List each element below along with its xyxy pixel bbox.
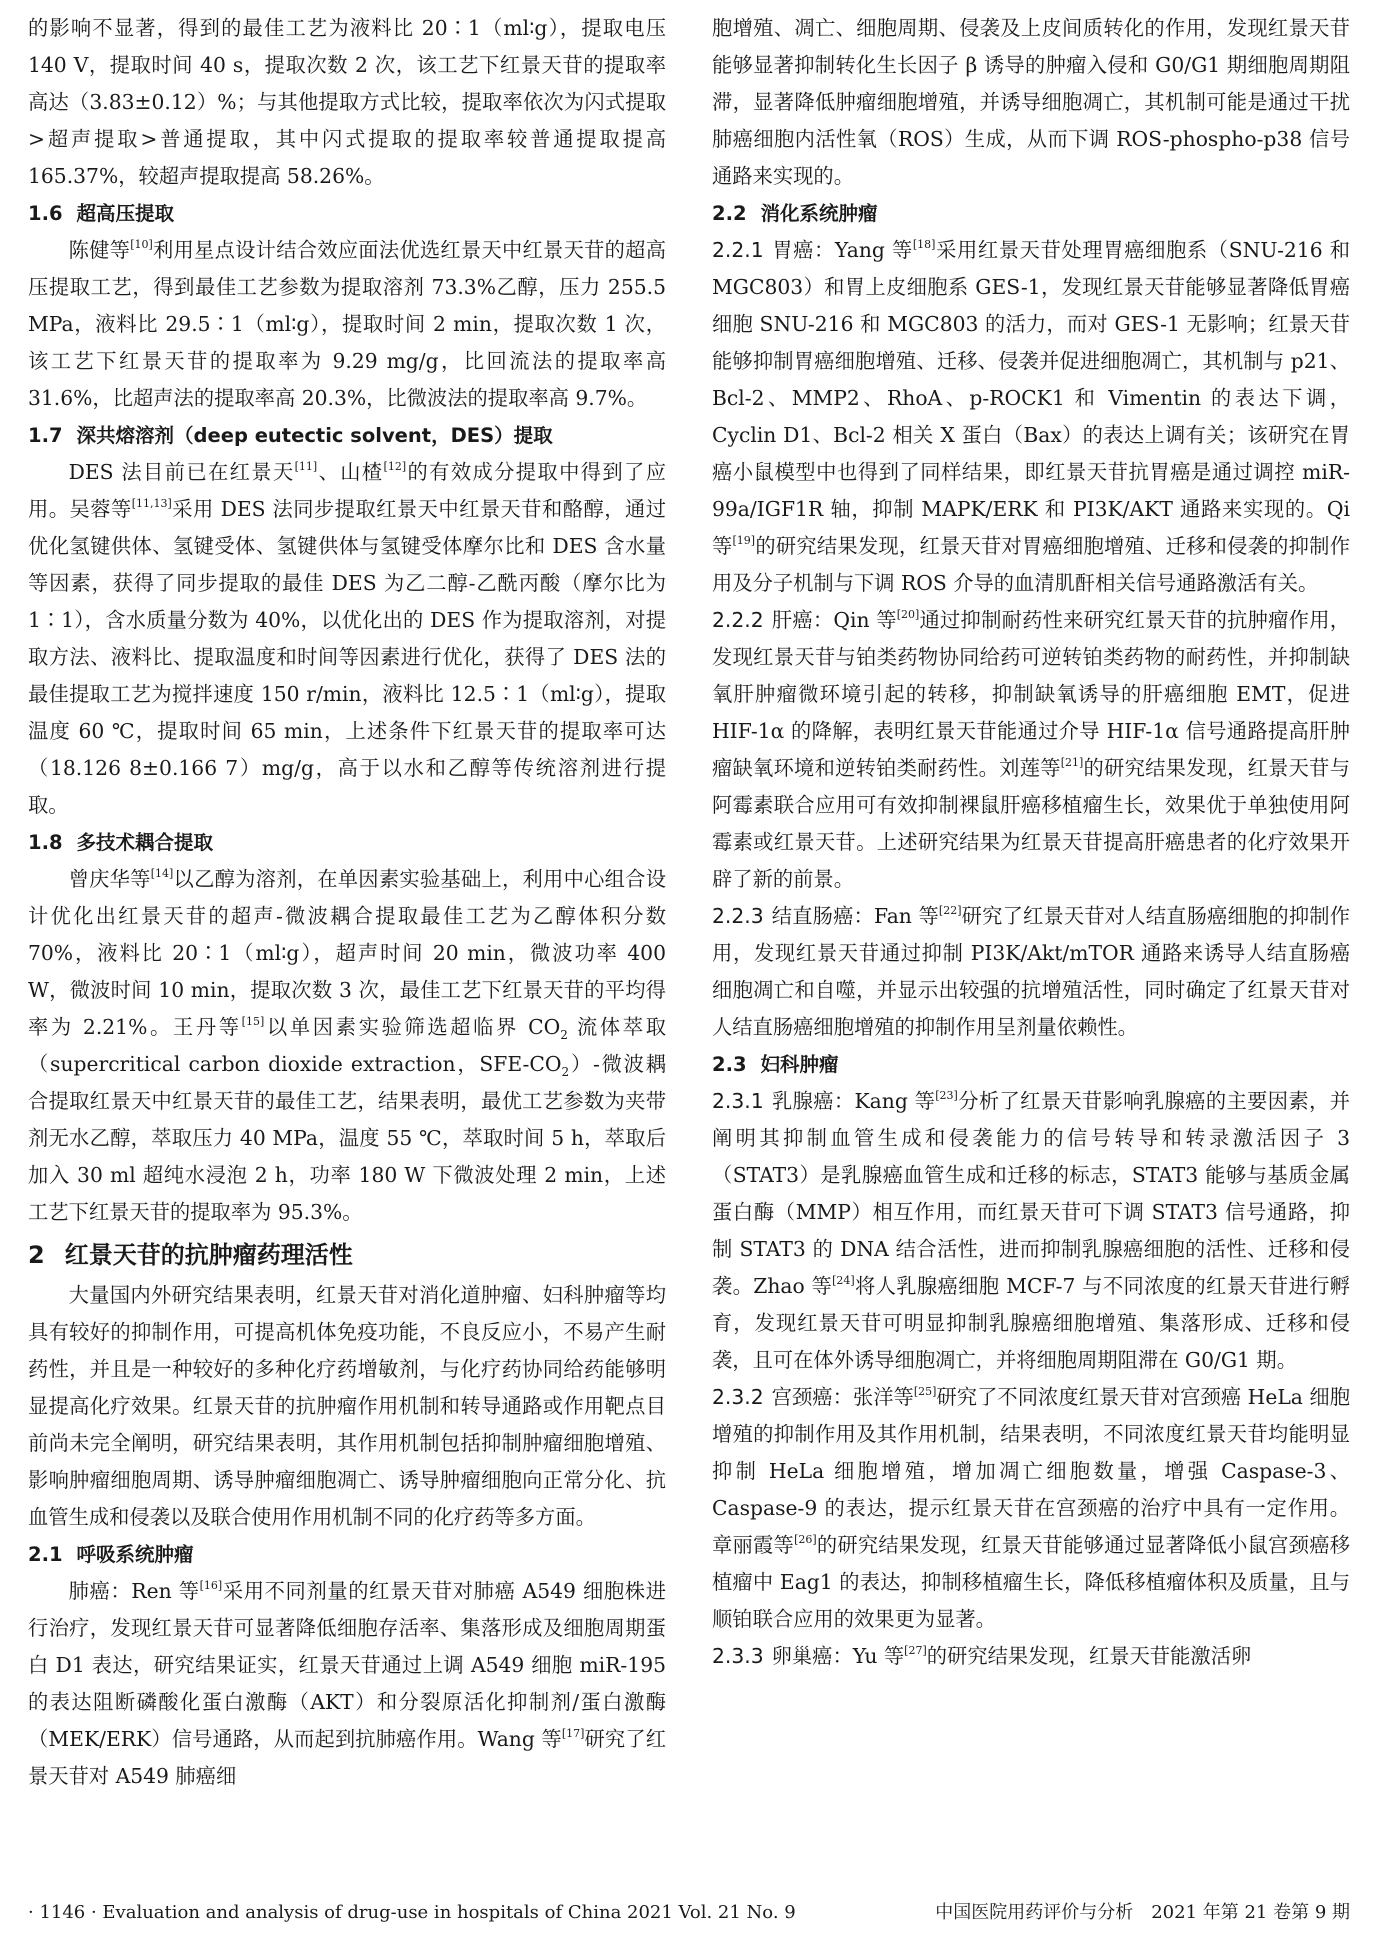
citation: [27] — [904, 1644, 927, 1657]
text-run: 宫颈癌：张洋等 — [771, 1385, 914, 1409]
section-number: 2.3 — [712, 1053, 747, 1076]
text-run: 通过抑制耐药性来研究红景天苷的抗肿瘤作用，发现红景天苷与铂类药物协同给药可逆转铂类药物的耐药性，并抑制缺氧肝肿瘤微环境引起的转移，抑制缺氧诱导的肝癌细胞 EMT，促进 HIF-1α 的降解，表明红景天苷能通过介导 HIF-1α 信号通路提高肝肿瘤缺氧环境和逆转铂类耐药性。刘莲等 — [712, 608, 1350, 780]
paragraph-coupled-extraction — [28, 861, 666, 1231]
text-run: 将人乳腺癌细胞 MCF-7 与不同浓度的红景天苷进行孵育，发现红景天苷可明显抑制乳腺癌细胞增殖、集落形成、迁移和侵袭，且可在体外诱导细胞凋亡，并将细胞周期阻滞在 G0/G1 期。 — [712, 1274, 1350, 1372]
right-column — [712, 10, 1350, 1675]
subsection-number: 2.3.3 — [712, 1644, 764, 1668]
left-column — [28, 10, 666, 1795]
section-title: 妇科肿瘤 — [760, 1053, 839, 1076]
citation: [14] — [150, 867, 174, 880]
citation: [10] — [130, 238, 153, 251]
citation: [11] — [294, 460, 318, 473]
paragraph-cervical-cancer — [712, 1379, 1350, 1638]
section-number: 1.8 — [28, 831, 63, 854]
text-run: 以乙醇为溶剂，在单因素实验基础上，利用中心组合设计优化出红景天苷的超声-微波耦合提取最佳工艺为乙醇体积分数 70%，液料比 20∶1（ml∶g），超声时间 20 min，微波功率 400 W，微波时间 10 min，提取次数 3 次，最佳工艺下红景天苷的平均得率为 2.21%。王丹等 — [28, 867, 666, 1039]
section-title: 呼吸系统肿瘤 — [76, 1543, 194, 1566]
footer-journal-cn: 中国医院用药评价与分析 2021 年第 21 卷第 9 期 — [935, 1902, 1350, 1923]
footer-journal-en: · 1146 · Evaluation and analysis of drug-use in hospitals of China 2021 Vol. 21 No. 9 — [28, 1902, 796, 1923]
paragraph-lung-cancer — [28, 1573, 666, 1795]
section-heading-2-2 — [712, 195, 1350, 232]
section-title: 深共熔溶剂（deep eutectic solvent，DES）提取 — [76, 424, 553, 447]
text-run: 采用不同剂量的红景天苷对肺癌 A549 细胞株进行治疗，发现红景天苷可显著降低细胞存活率、集落形成及细胞周期蛋白 D1 表达，研究结果证实，红景天苷通过上调 A549 细胞 miR-195 的表达阻断磷酸化蛋白激酶（AKT）和分裂原活化抑制剂/蛋白激酶（MEK/ERK）信号通路，从而起到抗肺癌作用。Wang 等 — [28, 1579, 666, 1751]
section-number: 1.7 — [28, 424, 63, 447]
paragraph-breast-cancer — [712, 1083, 1350, 1379]
paragraph-continuation-lung-cancer: 胞增殖、凋亡、细胞周期、侵袭及上皮间质转化的作用，发现红景天苷能够显著抑制转化生长因子 β 诱导的肿瘤入侵和 G0/G1 期细胞周期阻滞，显著降低肿瘤细胞增殖，并诱导细胞凋亡，其机制可能是通过干扰肺癌细胞内活性氧（ROS）生成，从而下调 ROS-phospho-p38 信号通路来实现的。 — [712, 16, 1350, 188]
section-heading-1-7 — [28, 417, 666, 454]
paragraph-ultrahigh-pressure — [28, 232, 666, 417]
subsection-number: 2.2.2 — [712, 608, 764, 632]
section-number: 2.1 — [28, 1543, 63, 1566]
text-run: 肺癌：Ren 等 — [68, 1579, 200, 1603]
text-run: 的研究结果发现，红景天苷能激活卵 — [926, 1644, 1252, 1668]
text-run: 以单因素实验筛选超临界 CO — [264, 1015, 561, 1039]
citation: [24] — [832, 1274, 855, 1287]
text-run: 分析了红景天苷影响乳腺癌的主要因素，并阐明其抑制血管生成和侵袭能力的信号转导和转录激活因子 3（STAT3）是乳腺癌血管生成和迁移的标志，STAT3 能够与基质金属蛋白酶（MMP）相互作用，而红景天苷可下调 STAT3 信号通路，抑制 STAT3 的 DNA 结合活性，进而抑制乳腺癌细胞的活性、迁移和侵袭。Zhao 等 — [712, 1089, 1350, 1298]
subsection-number: 2.3.1 — [712, 1089, 764, 1113]
section-title: 红景天苷的抗肿瘤药理活性 — [64, 1241, 353, 1269]
subsection-number: 2.2.3 — [712, 904, 764, 928]
section-title: 消化系统肿瘤 — [760, 202, 878, 225]
citation: [26] — [794, 1533, 817, 1546]
paragraph-antitumor-overview: 大量国内外研究结果表明，红景天苷对消化道肿瘤、妇科肿瘤等均具有较好的抑制作用，可提高机体免疫功能，不良反应小，不易产生耐药性，并且是一种较好的多种化疗药增敏剂，与化疗药协同给药能够明显提高化疗效果。红景天苷的抗肿瘤作用机制和转导通路或作用靶点目前尚未完全阐明，研究结果表明，其作用机制包括抑制肿瘤细胞增殖、影响肿瘤细胞周期、诱导肿瘤细胞凋亡、诱导肿瘤细胞向正常分化、抗血管生成和侵袭以及联合使用作用机制不同的化疗药等多方面。 — [28, 1283, 666, 1529]
citation: [16] — [199, 1579, 223, 1592]
section-number: 1.6 — [28, 202, 63, 225]
text-run: 的研究结果发现，红景天苷对胃癌细胞增殖、迁移和侵袭的抑制作用及分子机制与下调 ROS 介导的血清肌酐相关信号通路激活有关。 — [712, 534, 1350, 595]
text-run: 研究了不同浓度红景天苷对宫颈癌 HeLa 细胞增殖的抑制作用及其作用机制，结果表明，不同浓度红景天苷均能明显抑制 HeLa 细胞增殖，增加凋亡细胞数量，增强 Caspase-3、Caspase-9 的表达，提示红景天苷在宫颈癌的治疗中具有一定作用。章丽霞等 — [712, 1385, 1350, 1557]
citation: [22] — [938, 904, 962, 917]
subscript: 2 — [560, 1028, 568, 1043]
paragraph-ovarian-cancer — [712, 1638, 1350, 1675]
paragraph-liver-cancer — [712, 602, 1350, 898]
text-run: 采用红景天苷处理胃癌细胞系（SNU-216 和 MGC803）和胃上皮细胞系 GES-1，发现红景天苷能够显著降低胃癌细胞 SNU-216 和 MGC803 的活力，而对 GES-1 无影响；红景天苷能够抑制胃癌细胞增殖、迁移、侵袭并促进细胞凋亡，其机制与 p21、Bcl-2、MMP2、RhoA、p-ROCK1 和 Vimentin 的表达下调，Cyclin D1、Bcl-2 相关 X 蛋白（Bax）的表达上调有关；该研究在胃癌小鼠模型中也得到了同样结果，即红景天苷抗胃癌是通过调控 miR-99a/IGF1R 轴，抑制 MAPK/ERK 和 PI3K/AKT 通路来实现的。Qi 等 — [712, 238, 1350, 558]
citation: [20] — [896, 608, 920, 621]
text-run: 曾庆华等 — [68, 867, 151, 891]
text-run: 流体萃取（supercritical carbon dioxide extraction，SFE-CO — [28, 1015, 666, 1076]
paragraph-colorectal-cancer — [712, 898, 1350, 1046]
text-run: 肝癌：Qin 等 — [771, 608, 897, 632]
citation: [15] — [241, 1015, 265, 1028]
section-title: 超高压提取 — [76, 202, 175, 225]
text-run: 的有效成分提取中得到了应用。吴蓉等 — [28, 460, 666, 521]
citation: [12] — [383, 460, 407, 473]
citation: [21] — [1060, 756, 1084, 769]
text-run: 利用星点设计结合效应面法优选红景天中红景天苷的超高压提取工艺，得到最佳工艺参数为提取溶剂 73.3%乙醇，压力 255.5 MPa，液料比 29.5∶1（ml∶g），提取时间 2 min，提取次数 1 次，该工艺下红景天苷的提取率为 9.29 mg/g，比回流法的提取率高 31.6%，比超声法的提取率高 20.3%，比微波法的提取率高 9.7%。 — [28, 238, 666, 410]
citation: [17] — [561, 1727, 585, 1740]
section-heading-2-1 — [28, 1536, 666, 1573]
text-run: ）-微波耦合提取红景天中红景天苷的最佳工艺，结果表明，最优工艺参数为夹带剂无水乙醇，萃取压力 40 MPa，温度 55 ℃，萃取时间 5 h，萃取后加入 30 ml 超纯水浸泡 2 h，功率 180 W 下微波处理 2 min，上述工艺下红景天苷的提取率为 95.3%。 — [28, 1052, 666, 1224]
text-run: 胃癌：Yang 等 — [771, 238, 913, 262]
citation: [11,13] — [131, 497, 172, 510]
section-heading-1-8 — [28, 824, 666, 861]
subsection-number: 2.3.2 — [712, 1385, 764, 1409]
subsection-number: 2.2.1 — [712, 238, 764, 262]
subscript: 2 — [561, 1065, 570, 1080]
section-heading-2 — [28, 1233, 666, 1277]
citation: [23] — [935, 1089, 958, 1102]
text-run: 陈健等 — [68, 238, 131, 262]
citation: [18] — [912, 238, 936, 251]
paragraph-continuation-flash-extraction: 的影响不显著，得到的最佳工艺为液料比 20∶1（ml∶g），提取电压 140 V，提取时间 40 s，提取次数 2 次，该工艺下红景天苷的提取率高达（3.83±0.12）%；与其他提取方式比较，提取率依次为闪式提取>超声提取>普通提取，其中闪式提取的提取率较普通提取提高 165.37%，较超声提取提高 58.26%。 — [28, 16, 666, 188]
section-title: 多技术耦合提取 — [76, 831, 214, 854]
text-run: 结直肠癌：Fan 等 — [771, 904, 939, 928]
page-footer — [28, 1898, 1350, 1928]
section-heading-1-6 — [28, 195, 666, 232]
section-number: 2.2 — [712, 202, 747, 225]
text-run: DES 法目前已在红景天 — [68, 460, 295, 484]
text-run: 研究了红景天苷对 A549 肺癌细 — [28, 1727, 666, 1788]
paragraph-des-extraction — [28, 454, 666, 824]
text-run: 、山楂 — [317, 460, 384, 484]
paragraph-gastric-cancer — [712, 232, 1350, 602]
citation: [25] — [913, 1385, 937, 1398]
section-heading-2-3 — [712, 1046, 1350, 1083]
text-run: 研究了红景天苷对人结直肠癌细胞的抑制作用，发现红景天苷通过抑制 PI3K/Akt/mTOR 通路来诱导人结直肠癌细胞凋亡和自噬，并显示出较强的抗增殖活性，同时确定了红景天苷对人结直肠癌细胞增殖的抑制作用呈剂量依赖性。 — [712, 904, 1350, 1039]
text-run: 采用 DES 法同步提取红景天中红景天苷和酪醇，通过优化氢键供体、氢键受体、氢键供体与氢键受体摩尔比和 DES 含水量等因素，获得了同步提取的最佳 DES 为乙二醇-乙酰丙酸（摩尔比为 1∶1），含水质量分数为 40%，以优化出的 DES 作为提取溶剂，对提取方法、液料比、提取温度和时间等因素进行优化，获得了 DES 法的最佳提取工艺为搅拌速度 150 r/min，液料比 12.5∶1（ml∶g），提取温度 60 ℃，提取时间 65 min，上述条件下红景天苷的提取率可达（18.126 8±0.166 7）mg/g，高于以水和乙醇等传统溶剂进行提取。 — [28, 497, 666, 817]
text-run: 的研究结果发现，红景天苷与阿霉素联合应用可有效抑制裸鼠肝癌移植瘤生长，效果优于单独使用阿霉素或红景天苷。上述研究结果为红景天苷提高肝癌患者的化疗效果开辟了新的前景。 — [712, 756, 1350, 891]
text-run: 卵巢癌：Yu 等 — [771, 1644, 905, 1668]
section-number: 2 — [28, 1241, 45, 1269]
citation: [19] — [732, 534, 756, 547]
text-run: 的研究结果发现，红景天苷能够通过显著降低小鼠宫颈癌移植瘤中 Eag1 的表达，抑制移植瘤生长，降低移植瘤体积及质量，且与顺铂联合应用的效果更为显著。 — [712, 1533, 1350, 1631]
text-run: 乳腺癌：Kang 等 — [771, 1089, 936, 1113]
